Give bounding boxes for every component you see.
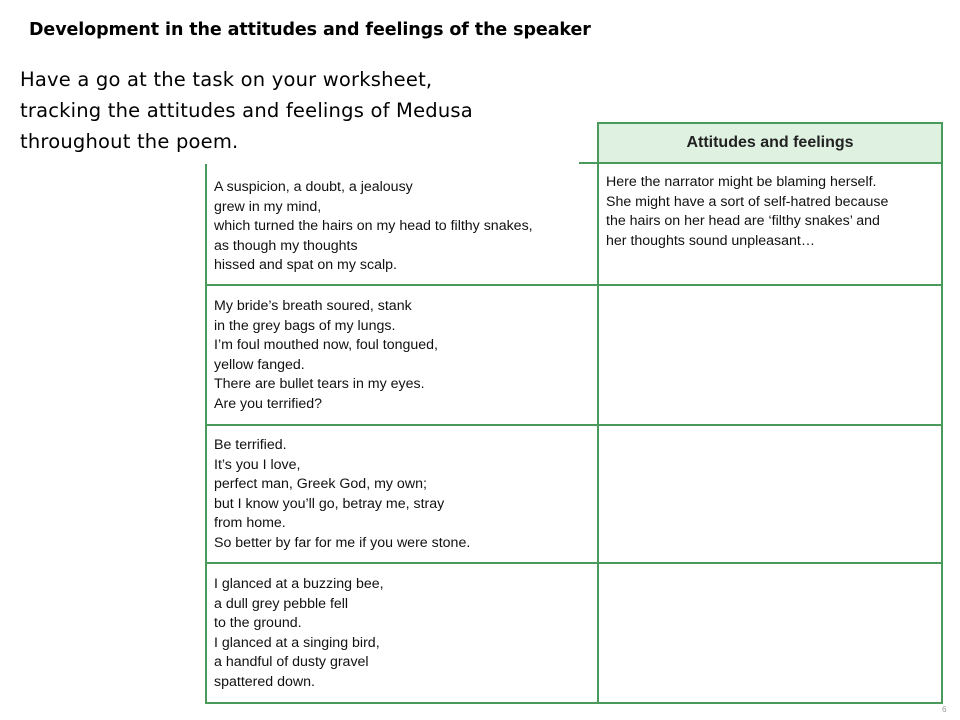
response-cell-empty (606, 297, 936, 417)
table-border-left (205, 164, 207, 704)
response-cell (606, 173, 888, 251)
table-border-right (941, 122, 943, 704)
quote-line: There are bullet tears in my eyes. (214, 376, 425, 392)
quote-line: in the grey bags of my lungs. (214, 317, 396, 334)
page-number: 6 (942, 705, 947, 714)
quote-line: yellow fanged. (214, 356, 305, 373)
row-divider (205, 562, 943, 564)
response-cell-empty (606, 575, 936, 695)
quote-line: I’m foul mouthed now, foul tongued, (214, 337, 438, 353)
page-title: Development in the attitudes and feelings of the speaker (29, 20, 591, 40)
quote-line: perfect man, Greek God, my own; (214, 476, 427, 492)
quote-cell (214, 436, 470, 553)
quote-cell (214, 178, 533, 276)
quote-line: to the ground. (214, 615, 302, 631)
quote-line: grew in my mind, (214, 198, 322, 215)
instructions (20, 64, 580, 157)
quote-line: hissed and spat on my scalp. (214, 257, 397, 273)
quote-line: I glanced at a singing bird, (214, 634, 380, 651)
row-divider (205, 424, 943, 426)
quote-line: I glanced at a buzzing bee, (214, 576, 384, 592)
quote-cell (214, 575, 384, 692)
quote-line: Be terrified. (214, 437, 287, 453)
quote-line: a dull grey pebble fell (214, 595, 349, 612)
instruction-line: throughout the poem. (20, 130, 239, 153)
row-divider (205, 284, 943, 286)
quote-line: A suspicion, a doubt, a jealousy (214, 179, 413, 195)
quote-line: a handful of dusty gravel (214, 654, 369, 670)
quote-line: It’s you I love, (214, 456, 301, 473)
table-border-top (597, 122, 943, 124)
quote-line: but I know you’ll go, betray me, stray (214, 495, 445, 512)
quote-line: So better by far for me if you were stone. (214, 534, 471, 551)
instruction-line: tracking the attitudes and feelings of Medusa (20, 99, 473, 122)
response-line: the hairs on her head are ‘filthy snakes’ and (606, 213, 880, 229)
table-border-bottom (205, 702, 943, 704)
table-header: Attitudes and feelings (686, 134, 854, 151)
quote-cell (214, 297, 438, 414)
quote-line: from home. (214, 515, 286, 531)
quote-line: as though my thoughts (214, 237, 358, 254)
header-divider (579, 162, 943, 164)
quote-line: My bride’s breath soured, stank (214, 298, 412, 314)
quote-line: spattered down. (214, 673, 315, 690)
response-cell-empty (606, 436, 936, 556)
quote-line: Are you terrified? (214, 395, 323, 412)
quote-line: which turned the hairs on my head to filthy snakes, (214, 218, 533, 234)
column-divider (597, 122, 599, 704)
response-line: She might have a sort of self-hatred because (606, 193, 889, 210)
response-line: Here the narrator might be blaming herself. (606, 174, 877, 190)
instruction-line: Have a go at the task on your worksheet, (20, 68, 433, 91)
response-line: her thoughts sound unpleasant… (606, 232, 816, 249)
